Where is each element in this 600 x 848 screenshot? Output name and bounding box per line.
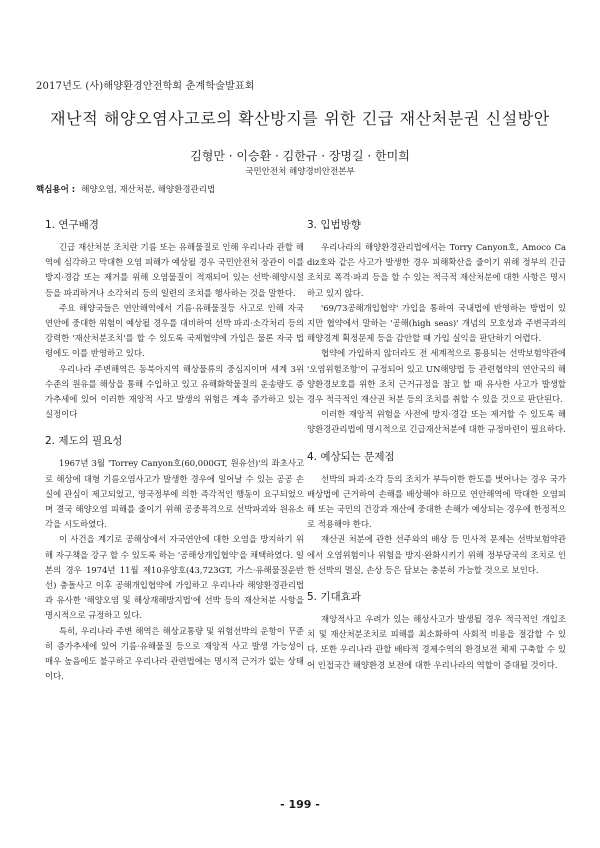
section-expected-effects <box>307 590 566 673</box>
paragraph: '69/73공해개입협약' 가입을 통하여 국내법에 반영하는 방법이 있지만 협약에서 말하는 '공해(high seas)' 개념의 모호성과 주변국과의 해양경계 획정문제 등을 감안할 때 가입 실익을 판단하기 어렵다. <box>307 302 566 344</box>
keywords-line <box>36 183 215 195</box>
section-heading: 3. 입법방향 <box>307 219 361 231</box>
paragraph: 선박의 파괴·소각 등의 조치가 부득이한 한도를 벗어나는 경우 국가배상법에 근거하여 손해를 배상해야 하므로 연안해역에 막대한 오염피해 또는 국민의 건강과 재산에 중대한 손해가 예상되는 경우에 한정적으로 적용해야 한다. <box>307 473 566 530</box>
paragraph: 주요 해양국들은 연안해역에서 기름·유해물질등 사고로 인해 자국연안에 중대한 위험이 예상될 경우를 대비하여 선박 파괴·소각처리 등의 강력한 '재산처분조치'를 할 수 있도록 국제협약에 가입은 물론 자국 법령에도 이를 반영하고 있다. <box>45 302 304 359</box>
section-heading: 1. 연구배경 <box>45 219 99 231</box>
paragraph: 협약에 가입하지 않더라도 전 세계적으로 통용되는 선박보험약관에 '오염위험조항'이 규정되어 있고 UN해양법 등 관련협약의 연안국의 해양환경보호를 위한 조치 근거규정을 참고 할 때 유사한 사고가 발생할 경우 적극적인 재산권 처분 등의 조치를 취할 수 있을 것으로 판단된다. <box>307 348 566 405</box>
paper-title: 재난적 해양오염사고로의 확산방지를 위한 긴급 재산처분권 신설방안 <box>50 109 550 128</box>
section-expected-problems <box>307 450 566 578</box>
paragraph: 우리나라 주변해역은 동북아지역 해상물류의 중심지이며 세계 3위 수준의 원유를 해상을 통해 수입하고 있고 유해화학물질의 운송량도 증가추세에 있어 이러한 재앙적 사고 발생의 위험은 계속 증가하고 있는 실정이다 <box>45 363 304 420</box>
paper-authors: 김형만 · 이승환 · 김한규 · 장명길 · 한미희 <box>190 149 410 163</box>
paragraph: 재산권 처분에 관한 선주와의 배상 등 민사적 문제는 선박보험약관에서 오염위험이나 위험을 방지·완화시키기 위해 정부당국의 조치로 인한 선박의 멸실, 손상 등은 담보는 충분히 가능할 것으로 보인다. <box>307 534 566 575</box>
section-legislative-direction <box>307 218 566 438</box>
paragraph: 특히, 우리나라 주변 해역은 해상교통량 및 위험선박의 운항이 꾸준히 증가추세에 있어 기름·유해물질 등으로 재앙적 사고 발생 가능성이 매우 높음에도 불구하고 우리나라 관련법에는 명시적 근거가 없는 상태이다. <box>45 625 304 682</box>
section-heading: 2. 제도의 필요성 <box>45 435 123 448</box>
section-heading: 5. 기대효과 <box>307 591 361 604</box>
paragraph: 긴급 재산처분 조치란 기름 또는 유해물질로 인해 우리나라 관할 해역에 심각하고 막대한 오염 피해가 예상될 경우 국민안전처 장관이 이를 방지·경감 또는 제거를 위해 오염물질이 적재되어 있는 선박·해양시설 등을 파괴하거나 소각처리 등의 일련의 조치를 행사하는 것을 말한다. <box>45 242 304 298</box>
paragraph: 1967년 3월 'Torrey Canyon호(60,000GT, 원유선)'의 좌초사고로 해상에 대형 기름오염사고가 발생한 경우에 일어날 수 있는 공공 손실에 관심이 제고되었고, 영국정부에 의한 즉각적인 행동이 요구되었으며 결국 해양오염 피해를 줄이기 위해 공중폭격으로 선박파괴와 원유소각을 시도하였다. <box>45 458 304 530</box>
paragraph: 이 사건을 계기로 공해상에서 자국연안에 대한 오염을 방지하기 위해 자구책을 강구 할 수 있도록 하는 '공해상개입협약'을 채택하였다. 일본의 경우 1974년 11월 제10유양호(43,723GT, 가스·유해물질운반선) 충돌사고 이후 공해개입협약에 가입하고 우리나라 해양환경관리법과 유사한 '해양오염 및 해상재해방지법'에 선박 등의 재산처분 사항을 명시적으로 규정하고 있다. <box>45 534 304 621</box>
section-research-background <box>45 218 304 422</box>
paragraph: 이러한 재앙적 위험을 사전에 방지·경감 또는 제거할 수 있도록 해양환경관리법에 명시적으로 긴급재산처분에 대한 규정마련이 필요하다. <box>307 409 566 435</box>
conference-header: 2017년도 (사)해양환경안전학회 춘계학술발표회 <box>36 81 255 92</box>
paper-affiliation: 국민안전처 해양경비안전본부 <box>245 167 355 177</box>
page-number: - 199 - <box>280 798 320 811</box>
section-heading: 4. 예상되는 문제점 <box>307 450 395 463</box>
keywords-label: 핵심용어 : <box>36 185 76 195</box>
keywords-text: 해양오염, 재산처분, 해양환경관리법 <box>81 185 216 195</box>
left-column <box>45 218 304 696</box>
paragraph: 우리나라의 해양환경관리법에서는 Torry Canyon호, Amoco Cadiz호와 같은 사고가 발생한 경우 피해확산을 줄이기 위해 정부의 긴급조치로 폭격·파괴 등을 할 수 있는 적극적 재산처분에 대한 사항은 명시하고 있지 않다. <box>307 242 566 298</box>
paragraph: 재앙적사고 우려가 있는 해상사고가 발생될 경우 적극적인 개입조치 및 재산처분조치로 피해를 최소화하여 사회적 비용을 절감할 수 있다. 또한 우리나라 관할 배타적 경제수역의 환경보전 체제 구축할 수 있어 인접국간 해양환경 보전에 대한 우리나라의 역할이 증대될 것이다. <box>307 614 566 670</box>
right-column <box>307 218 566 685</box>
section-necessity <box>45 434 304 684</box>
